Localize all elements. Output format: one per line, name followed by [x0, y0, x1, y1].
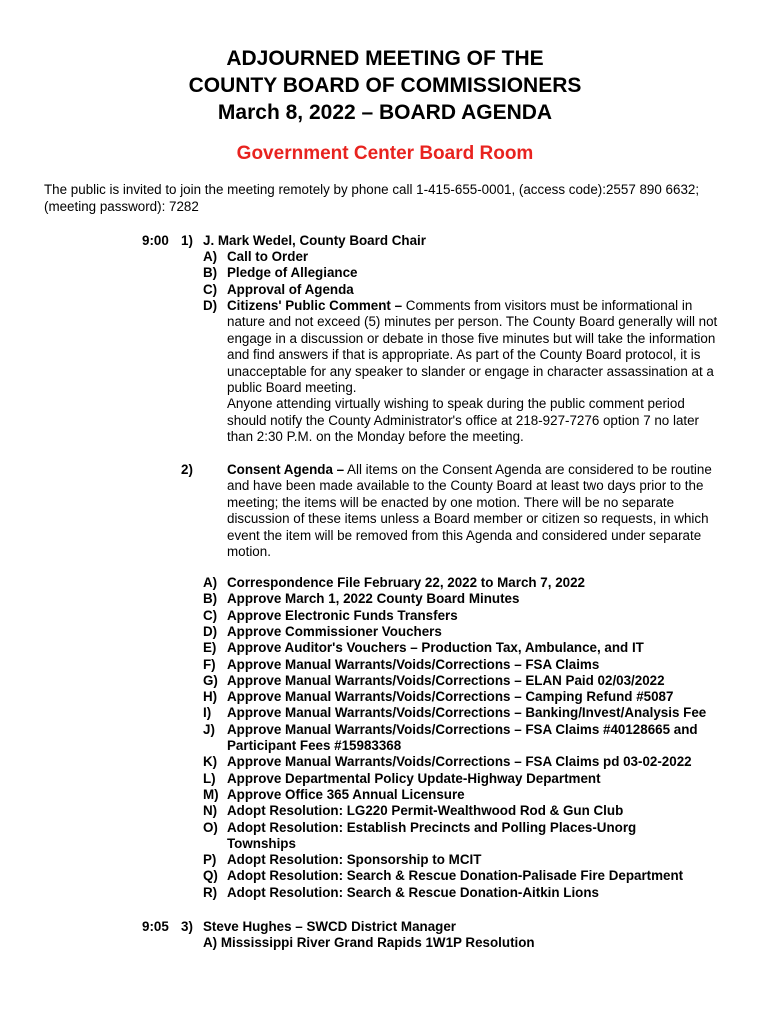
agenda-item	[0, 624, 770, 640]
section3-heading: Steve Hughes – SWCD District Manager	[203, 919, 456, 934]
agenda-item	[0, 885, 770, 901]
agenda-item-text: Adopt Resolution: Search & Rescue Donation-Palisade Fire Department	[227, 868, 684, 884]
agenda-item-letter: J)	[203, 721, 215, 737]
agenda-item-text: Adopt Resolution: LG220 Permit-Wealthwood Rod & Gun Club	[227, 803, 624, 819]
agenda-item-text: Adopt Resolution: Sponsorship to MCIT	[227, 852, 482, 868]
agenda-item-letter: B)	[203, 591, 218, 607]
agenda-item	[0, 705, 770, 721]
agenda-item-text: Approve Manual Warrants/Voids/Corrections – ELAN Paid 02/03/2022	[227, 672, 665, 688]
agenda-item-letter: Q)	[203, 868, 218, 884]
agenda-item-letter: M)	[203, 786, 219, 802]
agenda-item-text: Approve Manual Warrants/Voids/Corrections – FSA Claims pd 03-02-2022	[227, 754, 692, 770]
agenda-item	[0, 820, 770, 836]
agenda-item	[0, 673, 770, 689]
agenda-item-letter: L)	[203, 770, 216, 786]
section2-text: All items on the Consent Agenda are considered to be routine and have been made available to the County Board at least two days prior to the meeting; the items will be enacted by one motion. There will be no separate discussion of these items unless a Board member or citizen so requests, in which event the item will be removed from this Agenda and considered under separate motion.	[227, 462, 712, 560]
section1-heading: J. Mark Wedel, County Board Chair	[203, 233, 426, 248]
section1-item-d-bold: Citizens' Public Comment –	[227, 298, 403, 313]
agenda-item-letter: F)	[203, 656, 216, 672]
agenda-item-letter: A)	[203, 249, 218, 264]
agenda-item	[0, 754, 770, 770]
agenda-item-text: Townships	[227, 835, 296, 851]
section1-item-d	[227, 298, 727, 446]
agenda-item	[0, 868, 770, 884]
agenda-item-letter: D)	[203, 623, 218, 639]
agenda-item	[0, 787, 770, 803]
section2-number: 2)	[181, 462, 193, 477]
section1-time: 9:00	[142, 233, 169, 248]
agenda-item-letter: K)	[203, 754, 218, 770]
agenda-item-text: Approve Office 365 Annual Licensure	[227, 786, 465, 802]
agenda-item-text: Adopt Resolution: Establish Precincts and Polling Places-Unorg	[227, 819, 637, 835]
agenda-item-letter: A)	[203, 575, 218, 590]
agenda-item-text: Pledge of Allegiance	[227, 265, 358, 281]
agenda-item	[0, 591, 770, 607]
title-line-1: ADJOURNED MEETING OF THE	[226, 47, 544, 70]
agenda-item-text: Approve Manual Warrants/Voids/Corrections – Banking/Invest/Analysis Fee	[227, 705, 707, 721]
intro-paragraph: The public is invited to join the meeting remotely by phone call 1-415-655-0001, (access code):2557 890 6632; (meeting password): 7282	[44, 182, 700, 214]
agenda-item-letter: E)	[203, 640, 217, 656]
agenda-item	[0, 722, 770, 738]
section3-number: 3)	[181, 919, 193, 934]
agenda-item	[0, 771, 770, 787]
agenda-item	[0, 265, 770, 281]
title-line-2: COUNTY BOARD OF COMMISSIONERS	[188, 74, 582, 97]
agenda-item	[0, 803, 770, 819]
section2-description	[227, 462, 727, 560]
section3-time: 9:05	[142, 919, 169, 934]
section1-item-d-text2: Anyone attending virtually wishing to speak during the public comment period should notify the County Administrator's office at 218-927-7276 option 7 no later than 2:30 P.M. on the Monday before the meeting.	[227, 396, 700, 445]
section1-number: 1)	[181, 233, 193, 248]
agenda-item	[0, 689, 770, 705]
agenda-item-text: Approve Departmental Policy Update-Highway Department	[227, 770, 601, 786]
agenda-item-text: Approve March 1, 2022 County Board Minutes	[227, 591, 520, 607]
agenda-item-letter: C)	[203, 607, 218, 623]
agenda-item	[0, 738, 770, 754]
agenda-item	[0, 575, 770, 591]
agenda-item-text: Approve Electronic Funds Transfers	[227, 607, 458, 623]
agenda-item-text: Approve Auditor's Vouchers – Production Tax, Ambulance, and IT	[227, 640, 644, 656]
agenda-item-text: Approve Manual Warrants/Voids/Corrections – FSA Claims #40128665 and	[227, 721, 698, 737]
section1-item-d-text: Comments from visitors must be informational in nature and not exceed (5) minutes per person. The County Board generally will not engage in a discussion or debate in those five minutes but will take the information and find answers if that is appropriate. As part of the County Board protocol, it is unacceptable for any speaker to slander or engage in character assassination at a public Board meeting.	[227, 298, 718, 396]
section3-item-a: A) Mississippi River Grand Rapids 1W1P Resolution	[203, 935, 535, 950]
agenda-item	[0, 282, 770, 298]
section1-item-d-letter: D)	[203, 298, 218, 313]
agenda-item-letter: G)	[203, 672, 218, 688]
meeting-location: Government Center Board Room	[236, 143, 534, 164]
agenda-item	[0, 608, 770, 624]
agenda-item-text: Call to Order	[227, 249, 309, 264]
agenda-item-text: Correspondence File February 22, 2022 to March 7, 2022	[227, 575, 585, 590]
agenda-item-letter: C)	[203, 281, 218, 297]
agenda-item-letter: R)	[203, 884, 218, 900]
agenda-item-text: Approve Manual Warrants/Voids/Corrections – FSA Claims	[227, 656, 600, 672]
title-line-3: March 8, 2022 – BOARD AGENDA	[217, 101, 553, 124]
agenda-item-text: Approve Manual Warrants/Voids/Corrections – Camping Refund #5087	[227, 689, 674, 705]
agenda-item	[0, 249, 770, 265]
agenda-item-letter: O)	[203, 819, 218, 835]
agenda-item-letter: P)	[203, 852, 217, 868]
agenda-item-letter: H)	[203, 689, 218, 705]
agenda-item-letter: N)	[203, 803, 218, 819]
agenda-item-text: Participant Fees #15983368	[227, 738, 402, 753]
agenda-item	[0, 640, 770, 656]
agenda-item-letter: I)	[203, 705, 212, 721]
agenda-item-text: Approve Commissioner Vouchers	[227, 623, 442, 639]
agenda-item	[0, 657, 770, 673]
agenda-item-letter: B)	[203, 265, 218, 281]
section2-bold: Consent Agenda –	[227, 462, 345, 477]
agenda-item-text: Approval of Agenda	[227, 281, 354, 297]
agenda-item-text: Adopt Resolution: Search & Rescue Donation-Aitkin Lions	[227, 884, 599, 900]
agenda-item	[0, 836, 770, 852]
agenda-item	[0, 852, 770, 868]
